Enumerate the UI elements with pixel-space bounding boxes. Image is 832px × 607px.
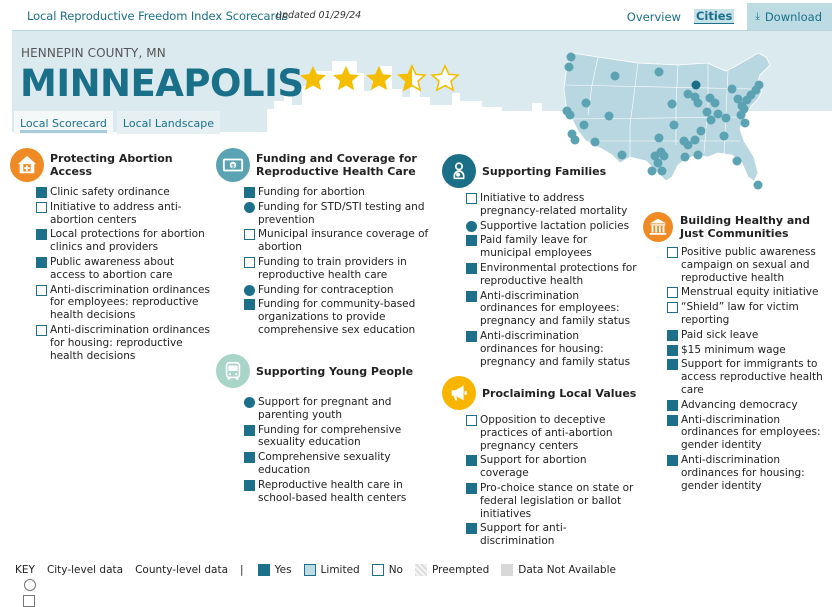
policy-list [244,186,431,337]
policy-item: Support for pregnant and parenting youth [244,396,431,422]
clinic-house-icon [10,148,44,182]
status-no-icon [466,415,477,426]
status-no-icon [36,202,47,213]
policy-item: Funding for comprehensive sexuality education [244,424,431,450]
county-name: HENNEPIN COUNTY, MN [21,46,166,60]
policy-item: Initiative to address anti-abortion centers [36,201,210,227]
star-half-icon [397,64,427,93]
status-yes-icon [667,345,678,356]
status-yes-icon [36,187,47,198]
top-bar [0,0,832,30]
nav-cities[interactable] [693,3,735,30]
policy-item: Paid sick leave [667,329,828,342]
status-no-icon [667,247,678,258]
policy-item: $15 minimum wage [667,344,828,357]
tab-label: Local Scorecard [20,117,107,133]
status-yes-icon [466,291,477,302]
status-no-icon [244,229,255,240]
key-no: No [372,564,403,576]
key-not-available: Data Not Available [501,564,616,576]
tab-local-landscape[interactable] [117,111,220,134]
status-yes-icon [244,425,255,436]
status-county-yes-icon [244,397,255,408]
policy-list [466,414,637,548]
policy-item: Environmental protections for reproductive health [466,262,637,288]
policy-item: Support for immigrants to access reproductive health care [667,358,828,396]
policy-item: Anti-discrimination ordinances for housing: pregnancy and family status [466,330,637,368]
download-button[interactable] [747,3,832,30]
megaphone-icon [442,376,476,410]
status-yes-icon [667,455,678,466]
square-outline-icon [23,595,35,607]
star-full-icon [364,64,394,93]
policy-list [244,396,431,504]
nav-cities-label: Cities [695,9,733,23]
section-title: Funding and Coverage for Reproductive Health Care [256,152,417,178]
status-no-icon [466,193,477,204]
status-no-icon [36,285,47,296]
policy-item: Anti-discrimination ordinances for employees: gender identity [667,414,828,452]
policy-item: Funding for community-based organizations to provide comprehensive sex education [244,298,431,336]
section-protecting-abortion-access [10,148,210,364]
section-title: Protecting Abortion Access [50,152,173,178]
status-yes-icon [244,187,255,198]
policy-item: “Shield” law for victim reporting [667,301,828,327]
status-not-available-icon [501,564,513,576]
section-title: Building Healthy and Just Communities [680,214,811,240]
policy-item: Pro-choice stance on state or federal legislation or ballot initiatives [466,482,637,520]
school-bus-icon [216,354,250,388]
policy-item: Support for abortion coverage [466,454,637,480]
status-no-icon [36,325,47,336]
city-title: MINNEAPOLIS [20,62,304,105]
status-yes-icon [36,229,47,240]
policy-item: Funding for contraception [244,284,431,297]
policy-item: Anti-discrimination ordinances for employees: pregnancy and family status [466,290,637,328]
star-full-icon [331,64,361,93]
key-city-level: City-level data [47,564,123,576]
policy-item: Public awareness about access to abortion care [36,256,210,282]
policy-list [466,192,637,368]
policy-item: Initiative to address pregnancy-related mortality [466,192,637,218]
section-title: Supporting Families [482,164,607,178]
status-county-yes-icon [466,221,477,232]
status-yes-icon [466,483,477,494]
policy-item: Clinic safety ordinance [36,186,210,199]
tab-local-scorecard[interactable] [14,111,113,134]
star-rating [298,64,460,93]
status-limited-icon [304,564,316,576]
status-no-icon [667,287,678,298]
policy-item: Anti-discrimination ordinances for employees: reproductive health decisions [36,284,210,322]
policy-item: Paid family leave for municipal employees [466,234,637,260]
status-yes-icon [466,235,477,246]
key-limited: Limited [304,564,360,576]
policy-item: Funding for abortion [244,186,431,199]
section-building-healthy-communities [643,210,828,494]
status-yes-icon [466,455,477,466]
status-no-icon [372,564,384,576]
government-building-icon [643,212,673,242]
status-yes-icon [36,257,47,268]
status-yes-icon [667,359,678,370]
status-yes-icon [667,400,678,411]
policy-item: Supportive lactation policies [466,220,637,233]
policy-item: Opposition to deceptive practices of anti-abortion pregnancy centers [466,414,637,452]
key-county-level: County-level data [135,564,228,576]
policy-item: Comprehensive sexuality education [244,451,431,477]
tab-label: Local Landscape [122,117,215,130]
section-title: Supporting Young People [256,364,414,378]
section-supporting-young-people [216,354,431,506]
status-no-icon [244,257,255,268]
status-yes-icon [244,452,255,463]
policy-item: Advancing democracy [667,399,828,412]
key-label: KEY [15,564,35,576]
section-funding-and-coverage [216,148,431,339]
status-yes-icon [667,330,678,341]
nav-overview[interactable]: Overview [626,9,681,24]
policy-item: Reproductive health care in school-based health centers [244,479,431,505]
money-bill-icon [216,148,250,182]
parent-child-icon [442,154,476,188]
status-no-icon [667,302,678,313]
key-preempted: Preempted [415,564,489,576]
section-proclaiming-local-values [442,376,637,550]
section-title: Proclaiming Local Values [482,386,637,400]
policy-item: Support for anti-discrimination [466,522,637,548]
policy-item: Anti-discrimination ordinances for housing: gender identity [667,454,828,492]
download-label: Download [764,9,822,24]
svg-text:$: $ [231,163,235,170]
star-full-icon [298,64,328,93]
status-preempted-icon [415,564,427,576]
policy-item: Funding for STD/STI testing and prevention [244,201,431,227]
status-yes-icon [466,331,477,342]
top-nav [621,3,832,30]
star-empty-icon [430,64,460,93]
policy-item: Menstrual equity initiative [667,286,828,299]
policy-item: Municipal insurance coverage of abortion [244,228,431,254]
minneapolis-map-marker[interactable] [692,81,701,90]
status-yes-icon [244,480,255,491]
legend-key [15,564,628,576]
policy-item: Anti-discrimination ordinances for housing: reproductive health decisions [36,324,210,362]
key-yes: Yes [258,564,292,576]
policy-item: Local protections for abortion clinics and providers [36,228,210,254]
status-county-yes-icon [244,202,255,213]
policy-list [667,246,828,492]
status-county-yes-icon [244,285,255,296]
status-yes-icon [466,523,477,534]
download-icon: ⤓ [755,11,760,22]
brand-link[interactable]: Local Reproductive Freedom Index Scorecards [27,9,288,23]
section-supporting-families [442,154,637,370]
key-separator: | [240,564,244,576]
status-yes-icon [258,564,270,576]
policy-item: Positive public awareness campaign on sexual and reproductive health [667,246,828,284]
policy-item: Funding to train providers in reproductive health care [244,256,431,282]
status-yes-icon [667,415,678,426]
status-yes-icon [466,263,477,274]
updated-date: updated 01/29/24 [276,10,362,21]
scorecard-tabs [14,111,220,134]
policy-list [36,186,210,362]
status-yes-icon [244,299,255,310]
circle-outline-icon [24,579,36,591]
